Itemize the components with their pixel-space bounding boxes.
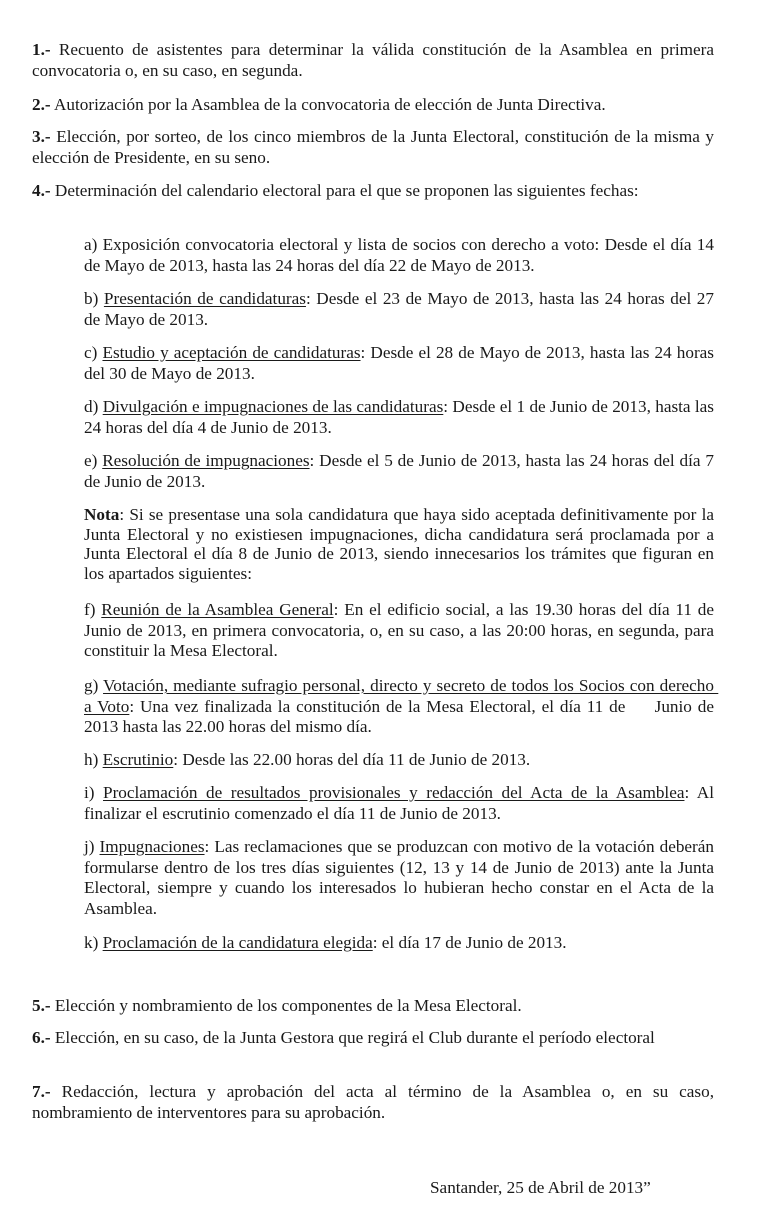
note-label: Nota [84, 505, 120, 524]
item-number: 1.- [32, 40, 51, 59]
item-title: Votación, mediante sufragio personal, directo y secreto de todos los Socios con derecho a Voto [84, 676, 719, 716]
agenda-item-7 [32, 1082, 714, 1123]
item-title: Divulgación e impugnaciones de las candidaturas [102, 397, 444, 416]
item-text: : Desde el 28 de Mayo de 2013, hasta las 24 horas del 30 de Mayo de 2013. [84, 343, 714, 383]
agenda-item-6 [32, 1028, 714, 1049]
item-text: Redacción, lectura y aprobación del acta al término de la Asamblea o, en su caso, nombramiento de interventores para su aprobación. [32, 1082, 714, 1122]
calendar-item-j [84, 837, 714, 919]
item-title: Estudio y aceptación de candidaturas [102, 343, 361, 362]
item-text: Recuento de asistentes para determinar la válida constitución de la Asamblea en primera convocatoria o, en su caso, en segunda. [32, 40, 714, 80]
calendar-item-f [84, 600, 714, 662]
item-prefix: d) [84, 397, 103, 416]
agenda-item-5 [32, 996, 714, 1017]
item-title: Proclamación de la candidatura elegida [102, 933, 373, 952]
item-prefix: g) [84, 676, 104, 695]
item-text: Elección y nombramiento de los componentes de la Mesa Electoral. [50, 996, 522, 1015]
agenda-item-4 [32, 181, 714, 202]
item-number: 4.- [32, 181, 51, 200]
agenda-item-3 [32, 127, 714, 168]
item-prefix: b) [84, 289, 104, 308]
item-text: : Desde las 22.00 horas del día 11 de Junio de 2013. [173, 750, 531, 769]
agenda-item-2 [32, 95, 714, 116]
item-prefix: e) [84, 451, 103, 470]
note-text: : Si se presentase una sola candidatura que haya sido aceptada definitivamente por la Junta Electoral y no existiesen impugnaciones, dicha candidatura será proclamada por a Junta Electoral el día 8 de Junio de 2013, siendo innecesarios los trámites que figuran en los apartados siguientes: [84, 505, 714, 583]
calendar-item-k [84, 933, 714, 954]
item-title: Impugnaciones [99, 837, 205, 856]
item-prefix: a) [84, 235, 103, 254]
calendar-item-d [84, 397, 714, 438]
item-text: : Desde el 5 de Junio de 2013, hasta las 24 horas del día 7 de Junio de 2013. [84, 451, 714, 491]
item-title: Reunión de la Asamblea General [101, 600, 334, 619]
item-title: Presentación de candidaturas [103, 289, 306, 308]
item-text: Determinación del calendario electoral para el que se proponen las siguientes fechas: [50, 181, 639, 200]
item-number: 5.- [32, 996, 51, 1015]
item-title: Escrutinio [102, 750, 174, 769]
item-title: Resolución de impugnaciones [102, 451, 310, 470]
calendar-item-b [84, 289, 714, 330]
item-text: : Desde el 1 de Junio de 2013, hasta las 24 horas del día 4 de Junio de 2013. [84, 397, 714, 437]
calendar-item-c [84, 343, 714, 384]
item-number: 3.- [32, 127, 51, 146]
item-number: 6.- [32, 1028, 51, 1047]
item-text: Elección, por sorteo, de los cinco miembros de la Junta Electoral, constitución de la misma y elección de Presidente, en su seno. [32, 127, 714, 167]
item-prefix: c) [84, 343, 103, 362]
item-text: Autorización por la Asamblea de la convocatoria de elección de Junta Directiva. [50, 95, 606, 114]
calendar-item-a [84, 235, 714, 276]
item-title: Proclamación de resultados provisionales y redacción del Acta de la Asamblea [103, 783, 685, 802]
item-prefix: i) [84, 783, 104, 802]
item-number: 7.- [32, 1082, 51, 1101]
agenda-item-1 [32, 40, 714, 81]
item-text: Elección, en su caso, de la Junta Gestora que regirá el Club durante el período electoral [50, 1028, 655, 1047]
item-number: 2.- [32, 95, 51, 114]
calendar-item-h [84, 750, 714, 771]
item-text: : En el edificio social, a las 19.30 horas del día 11 de Junio de 2013, en primera convocatoria, o, en su caso, a las 20:00 horas, en segunda, para constituir la Mesa Electoral. [84, 600, 714, 660]
calendar-item-i [84, 783, 714, 824]
item-text: Exposición convocatoria electoral y lista de socios con derecho a voto: Desde el día 14 de Mayo de 2013, hasta las 24 horas del día 22 de Mayo de 2013. [84, 235, 714, 275]
item-prefix: f) [84, 600, 102, 619]
item-text: : Las reclamaciones que se produzcan con motivo de la votación deberán formularse dentro de los tres días siguientes (12, 13 y 14 de Junio de 2013) ante la Junta Electoral, siempre y cuando los interesados lo hubieran hecho constar en el Acta de la Asamblea. [84, 837, 714, 918]
item-text: : Una vez finalizada la constitución de la Mesa Electoral, el día 11 de Junio de 2013 hasta las 22.00 horas del mismo día. [84, 696, 719, 736]
item-text: : Desde el 23 de Mayo de 2013, hasta las 24 horas del 27 de Mayo de 2013. [84, 289, 714, 329]
item-prefix: k) [84, 933, 103, 952]
note-paragraph [84, 505, 714, 583]
item-prefix: j) [84, 837, 100, 856]
item-prefix: h) [84, 750, 103, 769]
signature-date-line: Santander, 25 de Abril de 2013” [430, 1178, 651, 1197]
item-text: : Al finalizar el escrutinio comenzado el día 11 de Junio de 2013. [84, 783, 714, 823]
calendar-item-e [84, 451, 714, 492]
calendar-item-g [84, 676, 719, 738]
item-text: : el día 17 de Junio de 2013. [372, 933, 567, 952]
